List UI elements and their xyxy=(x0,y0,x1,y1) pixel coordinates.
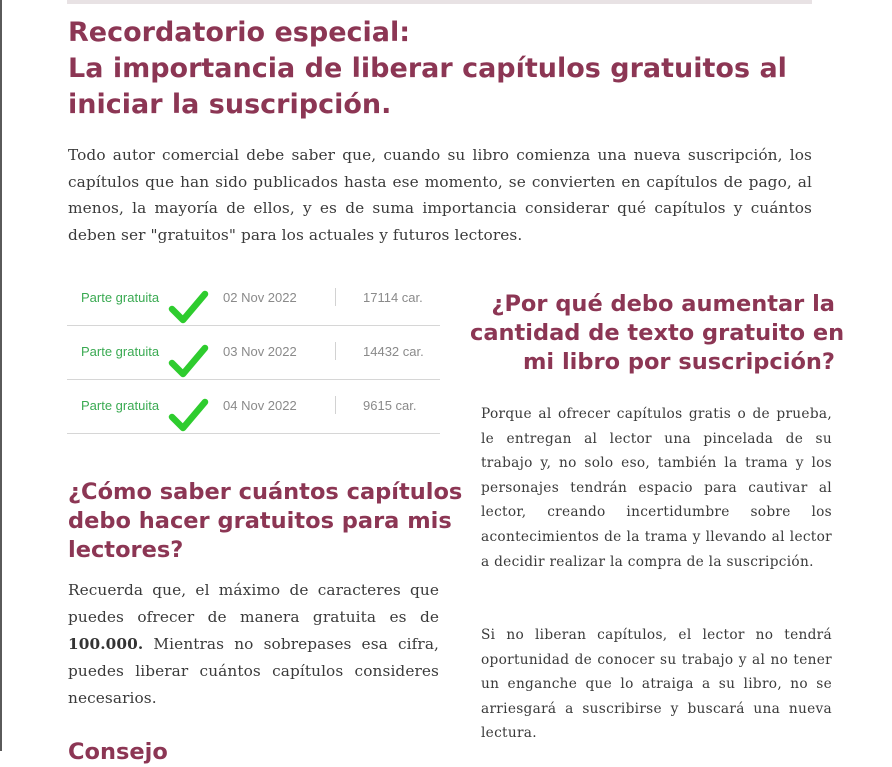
why-increase-heading xyxy=(470,290,845,377)
title-line-2: La importancia de liberar capítulos gratuitos al xyxy=(68,53,787,84)
chapter-row[interactable] xyxy=(67,380,440,434)
heading-line: mi libro por suscripción? xyxy=(522,349,835,375)
why-increase-paragraph-2: Si no liberan capítulos, el lector no tendrá oportunidad de conocer su trabajo y al no tener un enganche que lo atraiga a su libro, no se arriesgará a suscribirse y buscará una nueva lectura. xyxy=(481,627,832,742)
page-left-border xyxy=(0,0,2,751)
article-title xyxy=(68,15,828,123)
heading-line: ¿Cómo saber cuántos capítulos xyxy=(68,479,463,505)
free-status-label: Parte gratuita xyxy=(81,344,160,359)
column-separator xyxy=(335,342,336,360)
title-line-3: iniciar la suscripción. xyxy=(68,89,392,120)
paragraph-text: Mientras no sobrepases esa cifra, puedes liberar cuántos capítulos consideres necesarios. xyxy=(68,635,439,707)
chapter-char-count: 9615 car. xyxy=(363,398,417,413)
chapter-char-count: 14432 car. xyxy=(363,344,424,359)
how-many-chapters-heading xyxy=(68,478,463,565)
why-increase-paragraph-1: Porque al ofrecer capítulos gratis o de prueba, le entregan al lector una pincelada de su trabajo y, no solo eso, también la trama y los personajes tendrán espacio para cautivar al lector, creando incertidumbre sobre los acontecimientos de la trama y llevando al lector a decidir realizar la compra de la suscripción. xyxy=(481,406,832,570)
heading-line: Consejo xyxy=(68,739,168,765)
chapter-date: 02 Nov 2022 xyxy=(223,290,297,305)
title-line-1: Recordatorio especial: xyxy=(68,17,411,48)
heading-line: ¿Por qué debo aumentar la xyxy=(491,291,835,317)
next-section-heading xyxy=(68,738,188,765)
check-icon xyxy=(167,285,209,327)
top-divider xyxy=(67,0,812,4)
check-icon xyxy=(167,339,209,381)
chapter-row[interactable] xyxy=(67,326,440,380)
intro-paragraph: Todo autor comercial debe saber que, cuando su libro comienza una nueva suscripción, los capítulos que han sido publicados hasta ese momento, se convierten en capítulos de pago, al menos, la mayoría de ellos, y es de suma importancia considerar qué capítulos y cuántos deben ser "gratuitos" para los actuales y futuros lectores. xyxy=(68,146,812,244)
column-separator xyxy=(335,396,336,414)
column-separator xyxy=(335,288,336,306)
how-many-chapters-paragraph xyxy=(68,577,439,712)
paragraph-text: Recuerda que, el máximo de caracteres que puedes ofrecer de manera gratuita es de xyxy=(68,581,439,626)
chapter-date: 04 Nov 2022 xyxy=(223,398,297,413)
check-icon xyxy=(167,393,209,435)
character-limit: 100.000. xyxy=(68,635,144,653)
free-status-label: Parte gratuita xyxy=(81,398,160,413)
free-status-label: Parte gratuita xyxy=(81,290,160,305)
heading-line: cantidad de texto gratuito en xyxy=(470,320,845,346)
heading-line: debo hacer gratuitos para mis xyxy=(68,508,452,534)
chapter-row[interactable] xyxy=(67,272,440,326)
chapter-list xyxy=(67,272,440,434)
chapter-char-count: 17114 car. xyxy=(363,290,423,305)
chapter-date: 03 Nov 2022 xyxy=(223,344,297,359)
heading-line: lectores? xyxy=(68,537,184,563)
